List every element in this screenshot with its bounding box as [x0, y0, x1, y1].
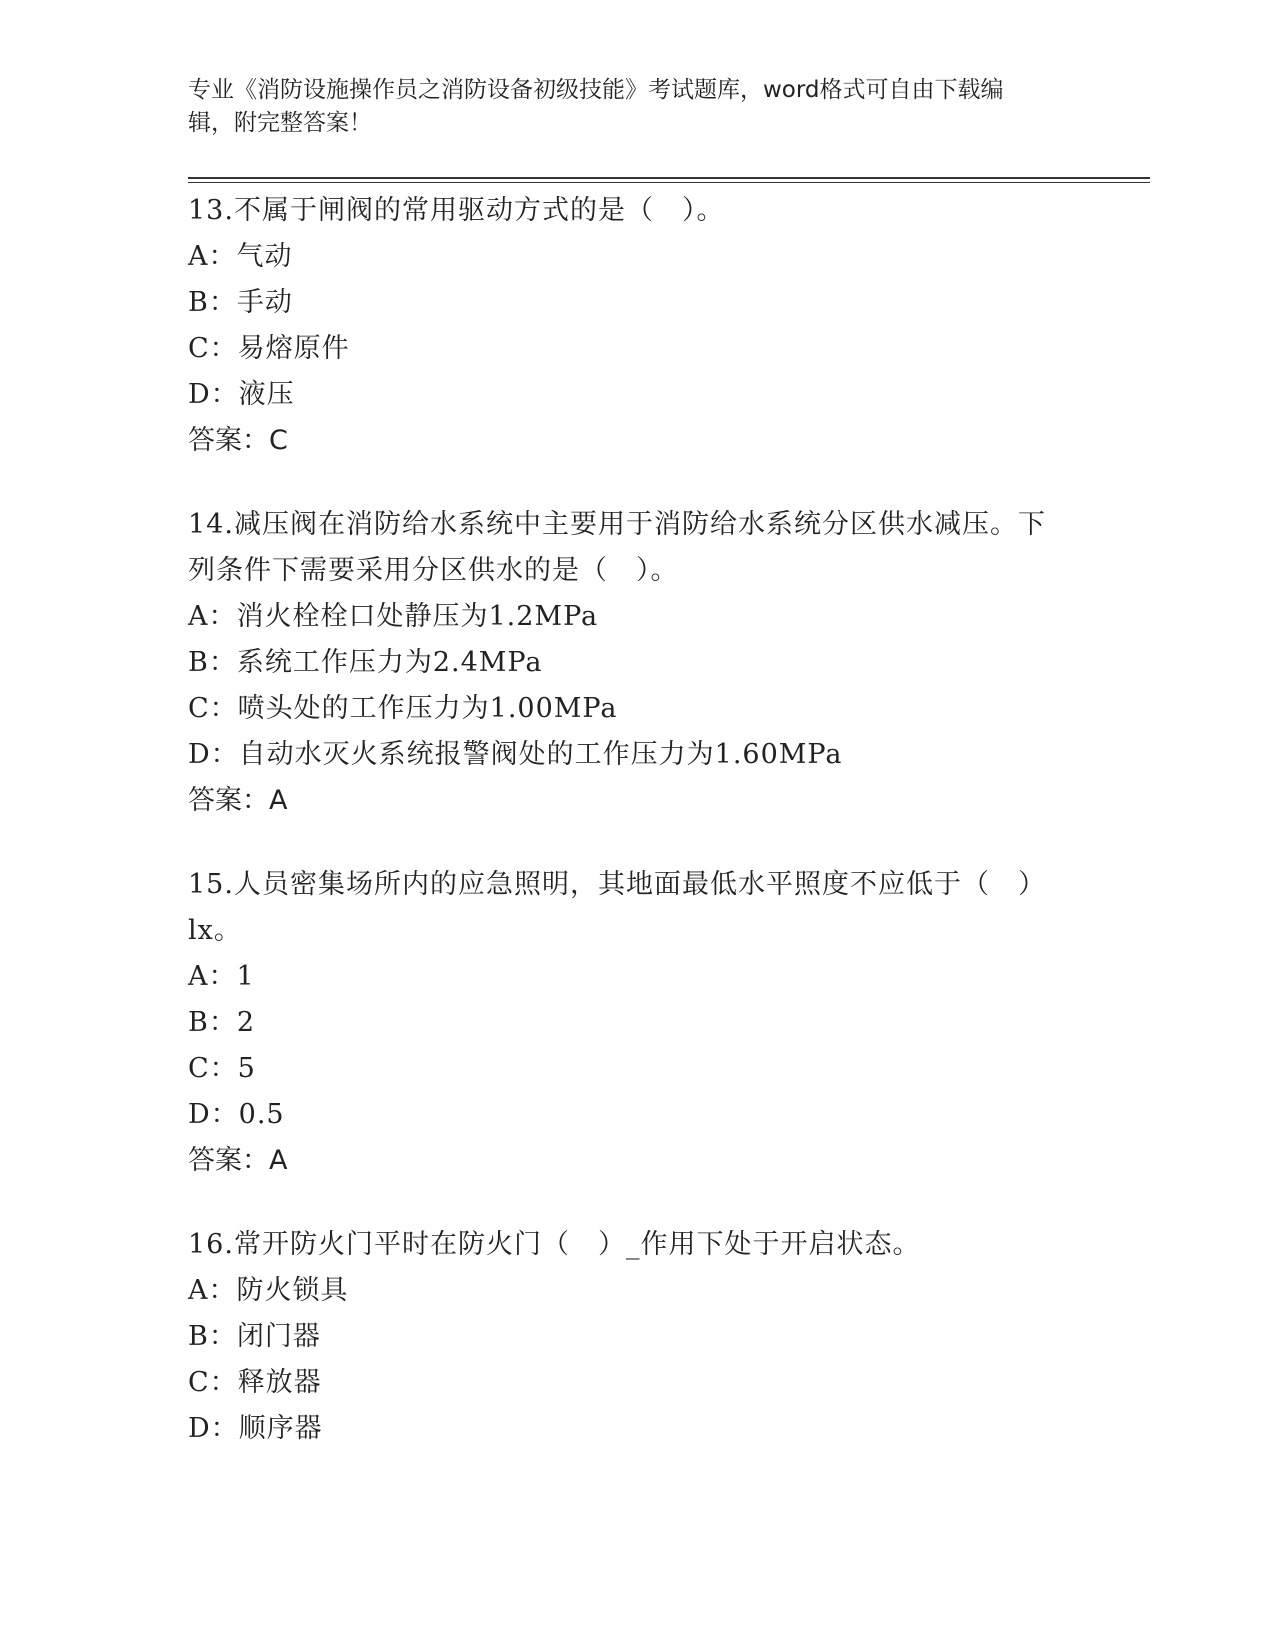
option-b: B：闭门器: [188, 1321, 321, 1352]
answer-line: 答案：A: [188, 785, 288, 816]
option-a: A：1: [188, 961, 255, 992]
header-divider-thin: [188, 182, 1150, 183]
answer-line: 答案：A: [188, 1145, 288, 1176]
option-c: C：5: [188, 1053, 256, 1084]
option-d: D：自动水灭火系统报警阀处的工作压力为1.60MPa: [188, 739, 843, 770]
option-c: C：喷头处的工作压力为1.00MPa: [188, 693, 618, 724]
option-d: D：0.5: [188, 1099, 285, 1130]
question-15: [188, 862, 1088, 1184]
question-stem-line-1: 15.人员密集场所内的应急照明，其地面最低水平照度不应低于（ ）: [188, 869, 1046, 900]
header-line-1: 专业《消防设施操作员之消防设备初级技能》考试题库，word格式可自由下载编: [188, 77, 1004, 103]
question-stem-line-2: lx。: [188, 915, 242, 946]
answer-line: 答案：C: [188, 425, 288, 456]
question-stem-line-1: 14.减压阀在消防给水系统中主要用于消防给水系统分区供水减压。下: [188, 509, 1046, 540]
option-b: B：2: [188, 1007, 256, 1038]
question-13: [188, 188, 1088, 464]
option-c: C：易熔原件: [188, 333, 350, 364]
question-14: [188, 502, 1088, 824]
question-stem-line-2: 列条件下需要采用分区供水的是（ ）。: [188, 555, 679, 586]
header-line-2: 辑，附完整答案！: [188, 110, 372, 136]
option-d: D：顺序器: [188, 1413, 323, 1444]
document-header: [188, 74, 1088, 140]
question-stem: 13.不属于闸阀的常用驱动方式的是（ ）。: [188, 195, 725, 226]
question-stem: 16.常开防火门平时在防火门（ ）_作用下处于开启状态。: [188, 1229, 921, 1260]
option-b: B：手动: [188, 287, 293, 318]
option-a: A：消火栓栓口处静压为1.2MPa: [188, 601, 599, 632]
header-divider-thick: [188, 177, 1150, 179]
option-a: A：气动: [188, 241, 293, 272]
option-c: C：释放器: [188, 1367, 322, 1398]
option-a: A：防火锁具: [188, 1275, 349, 1306]
question-16: [188, 1222, 1088, 1452]
option-b: B：系统工作压力为2.4MPa: [188, 647, 543, 678]
option-d: D：液压: [188, 379, 295, 410]
question-list: [188, 188, 1088, 1490]
